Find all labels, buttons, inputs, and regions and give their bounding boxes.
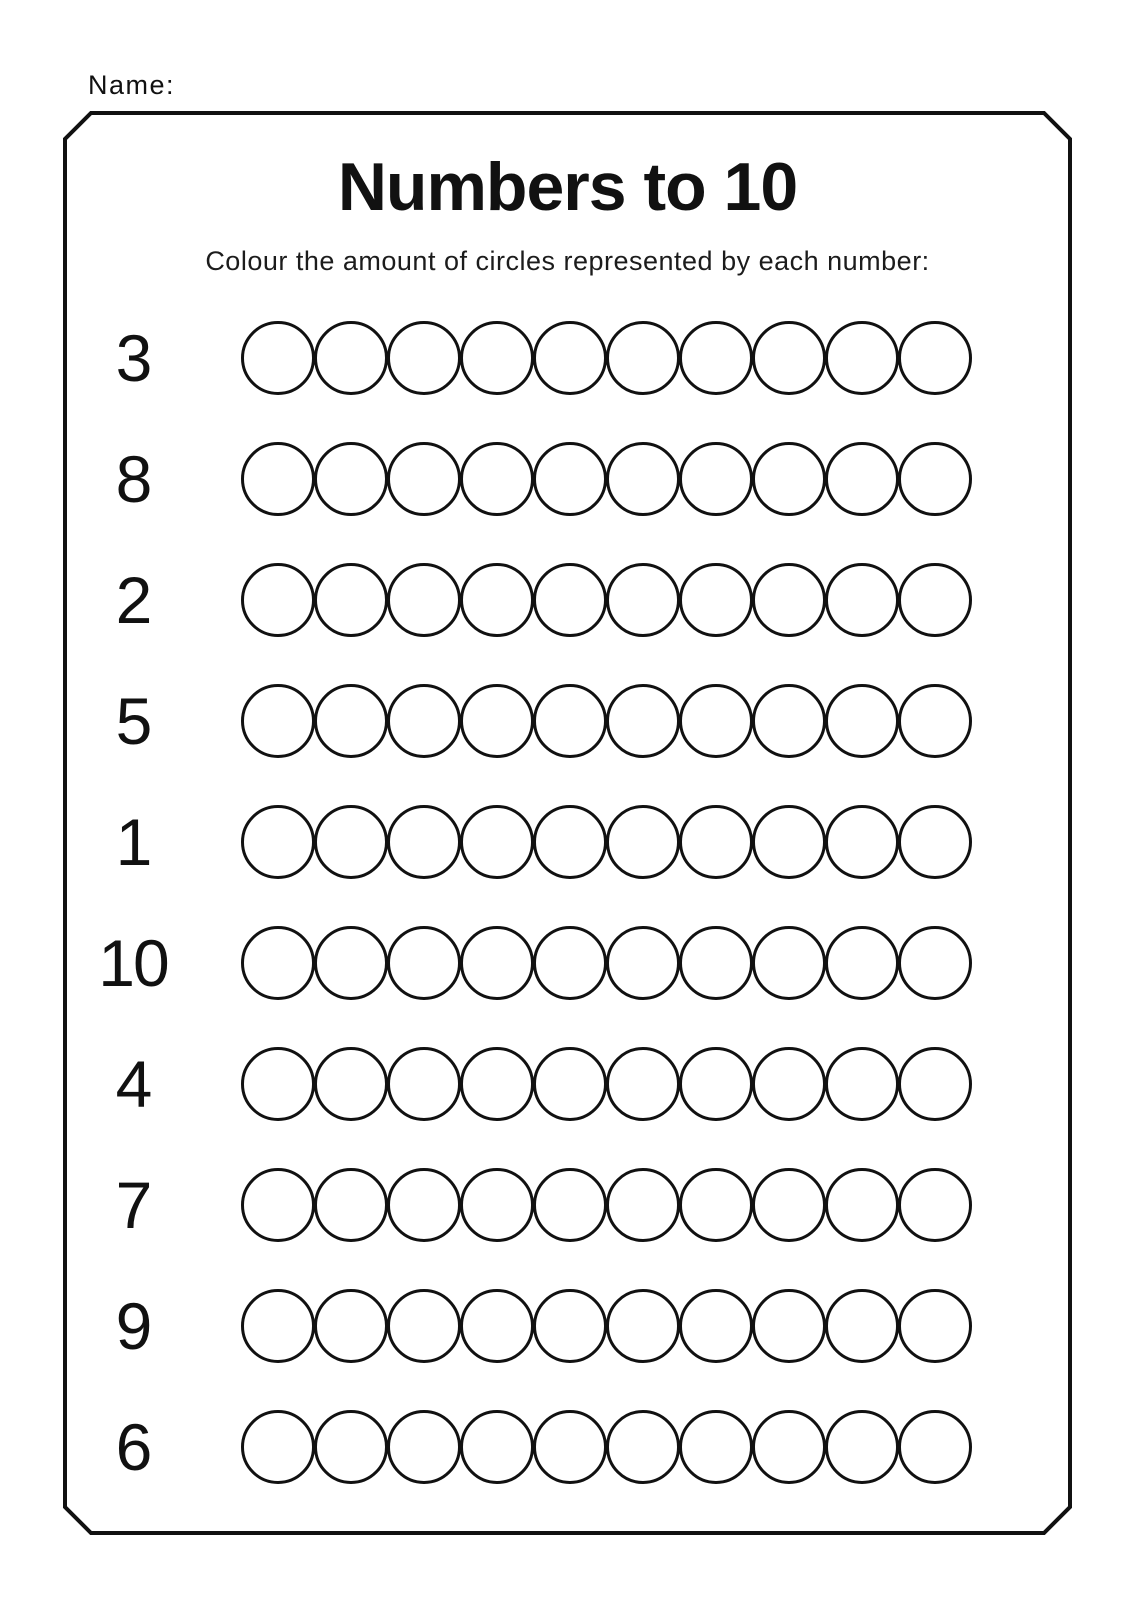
row-number-label: 8 bbox=[115, 441, 151, 516]
colour-circle[interactable] bbox=[314, 926, 388, 1000]
colour-circle[interactable] bbox=[533, 1168, 607, 1242]
colour-circle[interactable] bbox=[898, 1168, 972, 1242]
colour-circle[interactable] bbox=[752, 442, 826, 516]
colour-circle[interactable] bbox=[898, 442, 972, 516]
colour-circle[interactable] bbox=[460, 321, 534, 395]
colour-circle[interactable] bbox=[387, 926, 461, 1000]
colour-circle[interactable] bbox=[825, 1289, 899, 1363]
colour-circle[interactable] bbox=[460, 684, 534, 758]
colour-circle[interactable] bbox=[825, 563, 899, 637]
colour-circle[interactable] bbox=[314, 563, 388, 637]
colour-circle[interactable] bbox=[241, 321, 315, 395]
number-row bbox=[65, 418, 1070, 539]
colour-circle[interactable] bbox=[533, 1289, 607, 1363]
colour-circle[interactable] bbox=[241, 1047, 315, 1121]
circle-row bbox=[241, 321, 971, 395]
row-number-label: 2 bbox=[115, 562, 151, 637]
name-label: Name: bbox=[88, 70, 176, 100]
colour-circle[interactable] bbox=[241, 926, 315, 1000]
colour-circle[interactable] bbox=[752, 1047, 826, 1121]
row-number-label: 6 bbox=[115, 1409, 151, 1484]
colour-circle[interactable] bbox=[533, 321, 607, 395]
colour-circle[interactable] bbox=[825, 684, 899, 758]
circle-row bbox=[241, 563, 971, 637]
colour-circle[interactable] bbox=[533, 563, 607, 637]
colour-circle[interactable] bbox=[679, 563, 753, 637]
colour-circle[interactable] bbox=[460, 1410, 534, 1484]
colour-circle[interactable] bbox=[533, 1410, 607, 1484]
circle-row bbox=[241, 926, 971, 1000]
colour-circle[interactable] bbox=[606, 1047, 680, 1121]
colour-circle[interactable] bbox=[679, 1289, 753, 1363]
number-row bbox=[65, 781, 1070, 902]
colour-circle[interactable] bbox=[606, 1289, 680, 1363]
colour-circle[interactable] bbox=[533, 1047, 607, 1121]
colour-circle[interactable] bbox=[752, 1289, 826, 1363]
colour-circle[interactable] bbox=[825, 1410, 899, 1484]
colour-circle[interactable] bbox=[825, 1168, 899, 1242]
colour-circle[interactable] bbox=[898, 1410, 972, 1484]
colour-circle[interactable] bbox=[898, 321, 972, 395]
colour-circle[interactable] bbox=[314, 1168, 388, 1242]
colour-circle[interactable] bbox=[679, 321, 753, 395]
row-number-label: 10 bbox=[98, 925, 168, 1000]
colour-circle[interactable] bbox=[679, 442, 753, 516]
circle-row bbox=[241, 1410, 971, 1484]
colour-circle[interactable] bbox=[387, 1289, 461, 1363]
rows bbox=[65, 297, 1070, 1507]
circle-row bbox=[241, 1047, 971, 1121]
colour-circle[interactable] bbox=[825, 805, 899, 879]
colour-circle[interactable] bbox=[460, 1289, 534, 1363]
colour-circle[interactable] bbox=[898, 684, 972, 758]
number-row bbox=[65, 1144, 1070, 1265]
page-title: Numbers to 10 bbox=[337, 149, 798, 225]
colour-circle[interactable] bbox=[825, 321, 899, 395]
circle-row bbox=[241, 442, 971, 516]
colour-circle[interactable] bbox=[752, 321, 826, 395]
colour-circle[interactable] bbox=[241, 1410, 315, 1484]
colour-circle[interactable] bbox=[679, 1168, 753, 1242]
colour-circle[interactable] bbox=[241, 684, 315, 758]
colour-circle[interactable] bbox=[752, 1168, 826, 1242]
colour-circle[interactable] bbox=[533, 684, 607, 758]
colour-circle[interactable] bbox=[752, 684, 826, 758]
colour-circle[interactable] bbox=[606, 442, 680, 516]
number-row bbox=[65, 539, 1070, 660]
colour-circle[interactable] bbox=[241, 442, 315, 516]
colour-circle[interactable] bbox=[241, 1168, 315, 1242]
colour-circle[interactable] bbox=[606, 1410, 680, 1484]
colour-circle[interactable] bbox=[679, 1047, 753, 1121]
colour-circle[interactable] bbox=[606, 805, 680, 879]
circle-row bbox=[241, 805, 971, 879]
colour-circle[interactable] bbox=[898, 926, 972, 1000]
row-number-label: 1 bbox=[115, 804, 151, 879]
colour-circle[interactable] bbox=[825, 1047, 899, 1121]
number-row bbox=[65, 1386, 1070, 1507]
row-number-label: 5 bbox=[115, 683, 151, 758]
colour-circle[interactable] bbox=[387, 563, 461, 637]
colour-circle[interactable] bbox=[898, 1289, 972, 1363]
colour-circle[interactable] bbox=[679, 805, 753, 879]
colour-circle[interactable] bbox=[460, 805, 534, 879]
colour-circle[interactable] bbox=[752, 1410, 826, 1484]
row-number-label: 9 bbox=[115, 1288, 151, 1363]
colour-circle[interactable] bbox=[825, 926, 899, 1000]
colour-circle[interactable] bbox=[241, 805, 315, 879]
colour-circle[interactable] bbox=[387, 1047, 461, 1121]
colour-circle[interactable] bbox=[825, 442, 899, 516]
colour-circle[interactable] bbox=[460, 442, 534, 516]
colour-circle[interactable] bbox=[314, 805, 388, 879]
colour-circle[interactable] bbox=[898, 1047, 972, 1121]
colour-circle[interactable] bbox=[606, 1168, 680, 1242]
row-number-label: 7 bbox=[115, 1167, 151, 1242]
colour-circle[interactable] bbox=[460, 563, 534, 637]
colour-circle[interactable] bbox=[898, 563, 972, 637]
colour-circle[interactable] bbox=[898, 805, 972, 879]
colour-circle[interactable] bbox=[752, 926, 826, 1000]
colour-circle[interactable] bbox=[606, 926, 680, 1000]
circle-row bbox=[241, 1168, 971, 1242]
colour-circle[interactable] bbox=[460, 926, 534, 1000]
number-row bbox=[65, 902, 1070, 1023]
colour-circle[interactable] bbox=[241, 563, 315, 637]
colour-circle[interactable] bbox=[460, 1047, 534, 1121]
colour-circle[interactable] bbox=[387, 1410, 461, 1484]
colour-circle[interactable] bbox=[606, 684, 680, 758]
instruction-text: Colour the amount of circles represented by each number: bbox=[205, 246, 930, 276]
number-row bbox=[65, 1265, 1070, 1386]
number-row bbox=[65, 1023, 1070, 1144]
colour-circle[interactable] bbox=[314, 442, 388, 516]
number-row bbox=[65, 660, 1070, 781]
colour-circle[interactable] bbox=[314, 1047, 388, 1121]
colour-circle[interactable] bbox=[387, 321, 461, 395]
colour-circle[interactable] bbox=[314, 321, 388, 395]
colour-circle[interactable] bbox=[533, 442, 607, 516]
row-number-label: 4 bbox=[115, 1046, 151, 1121]
colour-circle[interactable] bbox=[679, 1410, 753, 1484]
colour-circle[interactable] bbox=[752, 563, 826, 637]
colour-circle[interactable] bbox=[679, 926, 753, 1000]
colour-circle[interactable] bbox=[387, 1168, 461, 1242]
number-row bbox=[65, 297, 1070, 418]
colour-circle[interactable] bbox=[387, 805, 461, 879]
colour-circle[interactable] bbox=[387, 442, 461, 516]
colour-circle[interactable] bbox=[460, 1168, 534, 1242]
row-number-label: 3 bbox=[115, 320, 151, 395]
colour-circle[interactable] bbox=[314, 1289, 388, 1363]
circle-row bbox=[241, 1289, 971, 1363]
circle-row bbox=[241, 684, 971, 758]
colour-circle[interactable] bbox=[314, 1410, 388, 1484]
colour-circle[interactable] bbox=[241, 1289, 315, 1363]
colour-circle[interactable] bbox=[606, 321, 680, 395]
colour-circle[interactable] bbox=[533, 926, 607, 1000]
colour-circle[interactable] bbox=[606, 563, 680, 637]
colour-circle[interactable] bbox=[387, 684, 461, 758]
colour-circle[interactable] bbox=[533, 805, 607, 879]
colour-circle[interactable] bbox=[752, 805, 826, 879]
colour-circle[interactable] bbox=[314, 684, 388, 758]
colour-circle[interactable] bbox=[679, 684, 753, 758]
